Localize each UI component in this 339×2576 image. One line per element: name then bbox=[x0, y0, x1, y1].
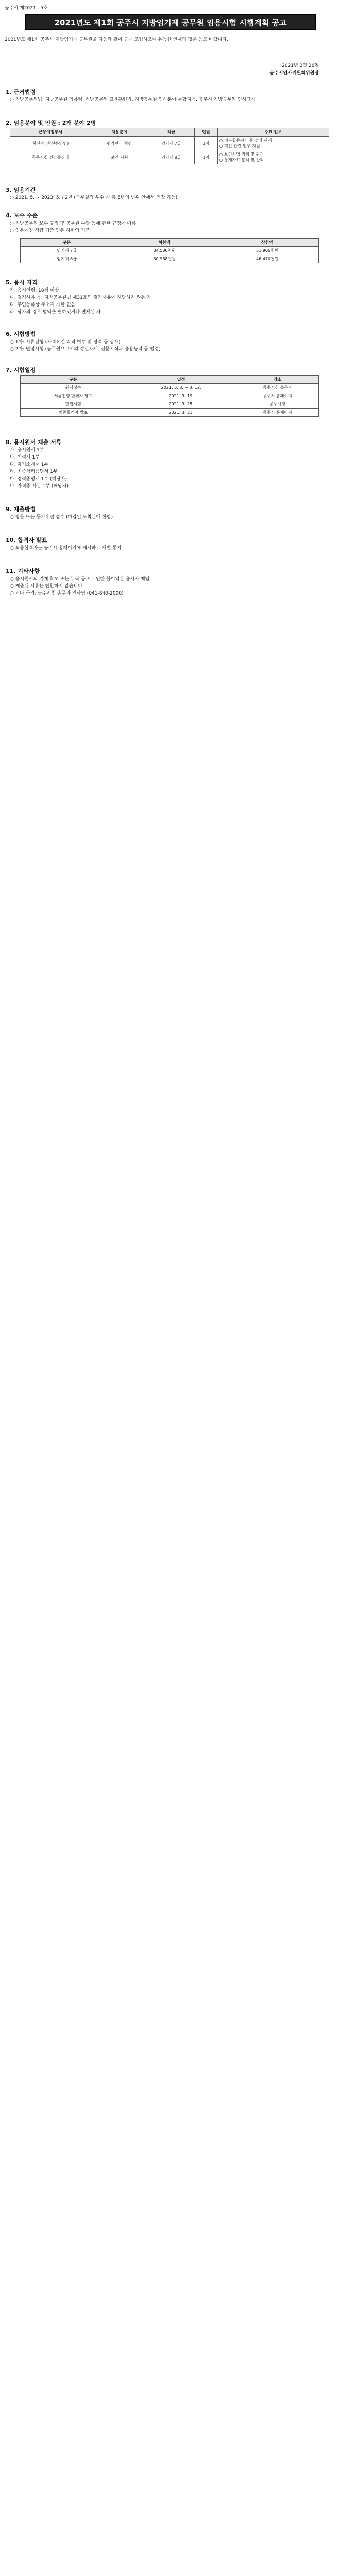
table-row bbox=[21, 255, 319, 263]
section-5-line: 나. 결격사유 등: 지방공무원법 제31조의 결격사유에 해당하지 않은 자 bbox=[10, 295, 151, 300]
notice-date: 2021년 2월 26일 bbox=[282, 63, 319, 69]
table-cell: 임기제 7급 bbox=[21, 247, 113, 255]
table-cell: 46,470천원 bbox=[216, 255, 318, 263]
section-1-title: 1. 근거법령 bbox=[6, 89, 36, 95]
table-cell: 2021. 3. 8. ~ 3. 12. bbox=[126, 384, 236, 392]
table-row bbox=[21, 392, 319, 400]
section-8-title: 8. 응시원서 제출 서류 bbox=[6, 439, 62, 446]
table-cell: 2021. 3. 19. bbox=[126, 392, 236, 400]
table-cell: 혁신과 (혁신운영팀) bbox=[10, 137, 91, 150]
intro-text: 2021년도 제1회 공주시 지방임기제 공무원을 다음과 같이 공개 모집하오니 유능한 인재의 많은 응모 바랍니다. bbox=[5, 37, 228, 42]
table-cell: 공주시청 bbox=[236, 400, 318, 409]
table-cell: 2021. 3. 31. bbox=[126, 409, 236, 417]
table-cell: 1명 bbox=[194, 137, 217, 150]
table-cell: ○ 정부합동평가 등 성과 관리 ○ 혁신 관련 업무 지원 bbox=[217, 137, 329, 150]
section-4-title: 4. 보수 수준 bbox=[6, 212, 38, 219]
section-3-line: ○ 2021. 5. ~ 2023. 5. / 2년 (근무실적 우수 시 총 5년의 범위 안에서 연장 가능) bbox=[10, 195, 178, 200]
table-row bbox=[10, 150, 329, 164]
table-row bbox=[21, 247, 319, 255]
table-cell: 서류전형 합격자 발표 bbox=[21, 392, 126, 400]
section-8-line: 가. 응시원서 1부 bbox=[10, 448, 44, 453]
section-9-line: ○ 방문 또는 등기우편 접수 (마감일 도착분에 한함) bbox=[10, 515, 113, 520]
table-cell: 최종합격자 발표 bbox=[21, 409, 126, 417]
table-cell: 51,906천원 bbox=[216, 247, 318, 255]
schedule-table bbox=[20, 375, 319, 417]
section-5-line: 가. 응시연령: 18세 이상 bbox=[10, 288, 59, 293]
section-8-line: 나. 이력서 1부 bbox=[10, 455, 40, 460]
table-header-row bbox=[21, 376, 319, 384]
table-cell: 공주시청 건강증진과 bbox=[10, 150, 91, 164]
table-cell: 보건 기획 bbox=[91, 150, 148, 164]
table-header: 채용분야 bbox=[91, 128, 148, 137]
table-header: 주요 업무 bbox=[217, 128, 329, 137]
table-cell: 공주시 홈페이지 bbox=[236, 392, 318, 400]
section-8-line: 마. 경력증명서 1부 (해당자) bbox=[10, 477, 67, 482]
section-10-line: ○ 최종합격자는 공주시 홈페이지에 게시하고 개별 통지 bbox=[10, 546, 122, 551]
table-cell: 임기제 7급 bbox=[148, 137, 194, 150]
table-cell: 30,968천원 bbox=[113, 255, 216, 263]
section-6-line: ○ 2차: 면접시험 (공무원으로서의 정신자세, 전문지식과 응용능력 등 평정) bbox=[10, 347, 161, 352]
table-header-row bbox=[10, 128, 329, 137]
table-row bbox=[21, 384, 319, 392]
section-11-line: ○ 기타 문의: 공주시청 총무과 인사팀 (041-840-2000) bbox=[10, 591, 124, 596]
section-5-line: 라. 남자의 경우 병역을 필하였거나 면제된 자 bbox=[10, 310, 101, 315]
section-9-title: 9. 제출방법 bbox=[6, 506, 36, 513]
section-8-line: 바. 자격증 사본 1부 (해당자) bbox=[10, 484, 69, 489]
table-header: 구분 bbox=[21, 239, 113, 247]
page-title: 2021년도 제1회 공주시 지방임기제 공무원 임용시험 시행계획 공고 bbox=[25, 14, 316, 30]
notice-number: 공주시 제2021 - 5호 bbox=[5, 6, 48, 11]
section-7-title: 7. 시험일정 bbox=[6, 367, 36, 374]
section-5-title: 5. 응시 자격 bbox=[6, 279, 38, 286]
section-6-line: ○ 1차: 서류전형 (자격요건 적격 여부 및 경력 등 심사) bbox=[10, 340, 121, 345]
section-11-title: 11. 기타사항 bbox=[6, 568, 40, 574]
section-3-title: 3. 임용기간 bbox=[6, 187, 36, 193]
section-8-line: 라. 최종학력증명서 1부 bbox=[10, 469, 58, 474]
section-11-line: ○ 응시원서의 기재 착오 또는 누락 등으로 인한 불이익은 응시자 책임 bbox=[10, 577, 150, 582]
table-cell: 1명 bbox=[194, 150, 217, 164]
table-header: 상한액 bbox=[216, 239, 318, 247]
section-8-line: 다. 자기소개서 1부 bbox=[10, 462, 49, 467]
table-header: 일정 bbox=[126, 376, 236, 384]
positions-table bbox=[10, 128, 329, 164]
table-header-row bbox=[21, 239, 319, 247]
table-header: 장소 bbox=[236, 376, 318, 384]
table-row bbox=[21, 409, 319, 417]
table-row bbox=[21, 400, 319, 409]
section-10-title: 10. 합격자 발표 bbox=[6, 537, 47, 544]
section-2-title: 2. 임용분야 및 인원 : 2개 분야 2명 bbox=[6, 120, 96, 126]
table-cell: 2021. 3. 25. bbox=[126, 400, 236, 409]
table-header: 구분 bbox=[21, 376, 126, 384]
table-cell: 면접시험 bbox=[21, 400, 126, 409]
section-4-line: ○ 지방공무원 보수 규정 및 공무원 수당 등에 관한 규정에 따름 bbox=[10, 221, 137, 226]
table-cell: 임기제 8급 bbox=[21, 255, 113, 263]
table-cell: 평가관리 혁신 bbox=[91, 137, 148, 150]
table-header: 직급 bbox=[148, 128, 194, 137]
table-cell: 공주시청 총무과 bbox=[236, 384, 318, 392]
table-header: 인원 bbox=[194, 128, 217, 137]
table-cell: ○ 보건사업 기획 및 관리 ○ 통계자료 분석 및 관리 bbox=[217, 150, 329, 164]
table-cell: 공주시 홈페이지 bbox=[236, 409, 318, 417]
salary-table bbox=[20, 238, 319, 263]
section-1-line: ○ 지방공무원법, 지방공무원 임용령, 지방공무원 교육훈련법, 지방공무원 인사분야 통합지침, 공주시 지방공무원 인사규칙 bbox=[10, 97, 256, 103]
table-header: 근무예정부서 bbox=[10, 128, 91, 137]
table-row bbox=[10, 137, 329, 150]
table-cell: 원서접수 bbox=[21, 384, 126, 392]
table-cell: 34,586천원 bbox=[113, 247, 216, 255]
table-header: 하한액 bbox=[113, 239, 216, 247]
section-11-line: ○ 제출된 서류는 반환하지 않습니다 bbox=[10, 584, 83, 589]
table-cell: 임기제 8급 bbox=[148, 150, 194, 164]
section-6-title: 6. 시험방법 bbox=[6, 331, 36, 337]
issuer: 공주시인사위원회위원장 bbox=[269, 71, 319, 76]
section-5-line: 다. 주민등록상 주소지 제한 없음 bbox=[10, 302, 76, 308]
section-4-line: ○ 임용예정 직급 기준 연봉 하한액 기준 bbox=[10, 228, 90, 233]
